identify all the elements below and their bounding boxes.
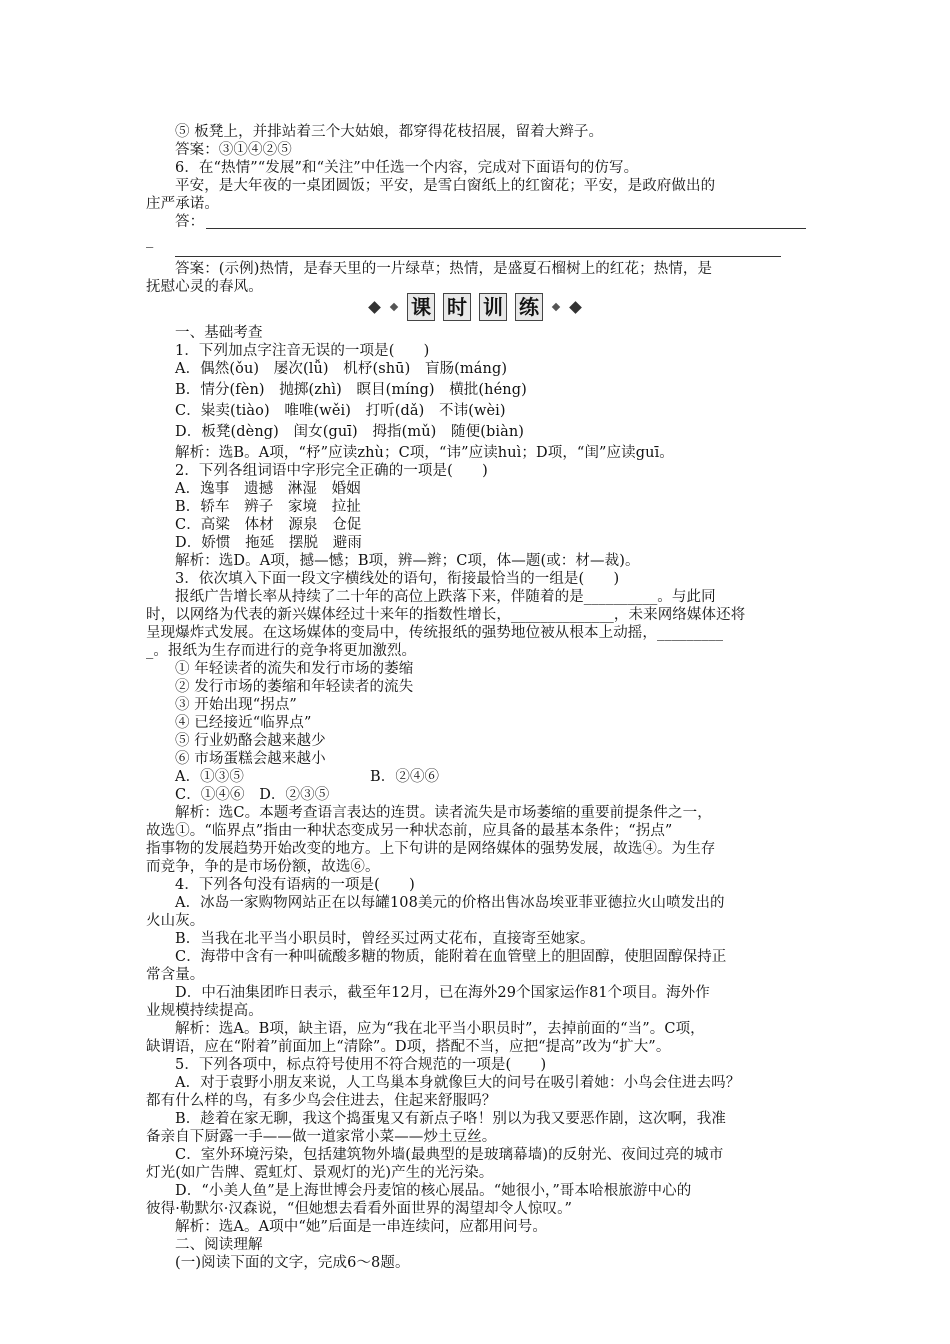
option-line: 彼得·勒默尔·汉森说，“但她想去看看外面世界的渴望却令人惊叹。” <box>146 1201 572 1217</box>
option-line: A．偶然(ǒu) 屡次(lǚ) 机杼(shū) 盲肠(máng) <box>175 361 508 377</box>
diamond-icon <box>390 303 398 311</box>
banner-char: 时 <box>443 293 471 321</box>
answer-label: 答： <box>175 214 205 230</box>
option-line: B．情分(fèn) 抛掷(zhì) 瞑目(míng) 横批(héng) <box>175 382 527 398</box>
section-heading: 一、基础考查 <box>175 325 263 341</box>
banner-char: 训 <box>479 293 507 321</box>
option-line: A．对于袁野小朋友来说，人工鸟巢本身就像巨大的问号在吸引着她：小鸟会住进去吗？ <box>175 1075 741 1091</box>
diamond-icon <box>368 301 381 314</box>
banner-char: 练 <box>515 293 543 321</box>
option-line: D．娇惯 拖延 摆脱 避雨 <box>175 535 362 551</box>
answer-line: 答案：③①④②⑤ <box>175 142 292 158</box>
text-line: 抚慰心灵的春风。 <box>146 279 263 295</box>
choice-item: ③ 开始出现“拐点” <box>175 697 297 713</box>
option-line: C．海带中含有一种叫硫酸多糖的物质，能附着在血管壁上的胆固醇，使胆固醇保持正 <box>175 949 727 965</box>
choice-item: ⑤ 行业奶酪会越来越少 <box>175 733 326 749</box>
option-line: D．中石油集团昨日表示，截至年12月，已在海外29个国家运作81个项目。海外作 <box>175 985 710 1001</box>
explanation-line: 解析：选D。A项，撼—憾；B项，辨—辫；C项，体—题(或：材—裁)。 <box>175 553 640 569</box>
explanation-line: 解析：选B。A项，“杼”应读zhù；C项，“讳”应读huì；D项，“闺”应读guī。 <box>175 445 674 461</box>
option-line: 灯光(如广告牌、霓虹灯、景观灯的光)产生的光污染。 <box>146 1165 494 1181</box>
answer-blank-line <box>206 228 806 229</box>
diamond-icon <box>569 301 582 314</box>
question-2-stem: 2．下列各组词语中字形完全正确的一项是( ) <box>175 463 488 479</box>
text-line: ⑤ 板凳上，并排站着三个大姑娘，都穿得花枝招展，留着大辫子。 <box>175 124 604 140</box>
option-line: 常含量。 <box>146 967 205 983</box>
section-banner <box>0 292 950 322</box>
choice-item: ⑥ 市场蛋糕会越来越小 <box>175 751 326 767</box>
explanation-line: 故选①。“临界点”指由一种状态变成另一种状态前，应具备的最基本条件；“拐点” <box>146 823 673 839</box>
text-line: 庄严承诺。 <box>146 196 219 212</box>
option-line: D．板凳(dèng) 闺女(guī) 拇指(mǔ) 随便(biàn) <box>175 424 525 440</box>
text-line: 平安，是大年夜的一桌团圆饭；平安，是雪白窗纸上的红窗花；平安，是政府做出的 <box>175 178 716 194</box>
question-4-stem: 4．下列各句没有语病的一项是( ) <box>175 877 415 893</box>
option-line: C．室外环境污染，包括建筑物外墙(最典型的是玻璃幕墙)的反射光、夜间过亮的城市 <box>175 1147 724 1163</box>
question-6-stem: 6．在“热情”“发展”和“关注”中任选一个内容，完成对下面语句的仿写。 <box>175 160 639 176</box>
question-5-stem: 5．下列各项中，标点符号使用不符合规范的一项是( ) <box>175 1057 547 1073</box>
option-line: A．①③⑤ <box>175 769 244 785</box>
option-line: 都有什么样的鸟，有多少鸟会住进去，住起来舒服吗？ <box>146 1093 497 1109</box>
option-line: B．轿车 辨子 家境 拉扯 <box>175 499 361 515</box>
answer-line: 答案：(示例)热情，是春天里的一片绿草；热情，是盛夏石榴树上的红花；热情，是 <box>175 261 713 277</box>
explanation-line: 缺谓语，应在“附着”前面加上“清除”。D项，搭配不当，应把“提高”改为“扩大”。 <box>146 1039 671 1055</box>
choice-item: ④ 已经接近“临界点” <box>175 715 312 731</box>
option-line: A．冰岛一家购物网站正在以每罐108美元的价格出售冰岛埃亚菲亚德拉火山喷发出的 <box>175 895 725 911</box>
option-line: 业规模持续提高。 <box>146 1003 263 1019</box>
diamond-icon <box>552 303 560 311</box>
choice-item: ② 发行市场的萎缩和年轻读者的流失 <box>175 679 414 695</box>
blank-underscore: _ <box>146 232 154 248</box>
passage-line: _。报纸为生存而进行的竞争将更加激烈。 <box>146 643 417 659</box>
option-line: 备亲自下厨露一手——做一道家常小菜——炒土豆丝。 <box>146 1129 497 1145</box>
option-line: C．①④⑥ D．②③⑤ <box>175 787 330 803</box>
explanation-line: 解析：选A。A项中“她”后面是一串连续问，应都用问号。 <box>175 1219 547 1235</box>
question-3-stem: 3．依次填入下面一段文字横线处的语句，衔接最恰当的一组是( ) <box>175 571 620 587</box>
passage-line: 呈现爆炸式发展。在这场媒体的变局中，传统报纸的强势地位被从根本上动摇，_________ <box>146 625 724 641</box>
option-line: B．趁着在家无聊，我这个捣蛋鬼又有新点子咯！别以为我又要恶作剧，这次啊，我准 <box>175 1111 726 1127</box>
reading-instruction: (一)阅读下面的文字，完成6～8题。 <box>175 1255 410 1271</box>
option-line: A．逸事 遗撼 淋湿 婚姻 <box>175 481 361 497</box>
option-line: B．当我在北平当小职员时，曾经买过两丈花布，直接寄至她家。 <box>175 931 595 947</box>
explanation-line: 解析：选A。B项，缺主语，应为“我在北平当小职员时”，去掉前面的“当”。C项， <box>175 1021 705 1037</box>
choice-item: ① 年轻读者的流失和发行市场的萎缩 <box>175 661 414 677</box>
option-line: B．②④⑥ <box>370 769 440 785</box>
section-heading: 二、阅读理解 <box>175 1237 263 1253</box>
option-line: 火山灰。 <box>146 913 205 929</box>
explanation-line: 而竞争，争的是市场份额，故选⑥。 <box>146 859 380 875</box>
passage-line: 报纸广告增长率从持续了二十年的高位上跌落下来，伴随着的是__________。与此同 <box>175 589 716 605</box>
option-line: C．粜卖(tiào) 唯唯(wěi) 打听(dǎ) 不讳(wèi) <box>175 403 506 419</box>
passage-line: 时，以网络为代表的新兴媒体经过十来年的指数性增长，______________，未来网络媒体还将 <box>146 607 746 623</box>
explanation-line: 解析：选C。本题考查语言表达的连贯。读者流失是市场萎缩的重要前提条件之一， <box>175 805 712 821</box>
answer-blank-line <box>175 256 781 257</box>
banner-char: 课 <box>407 293 435 321</box>
option-line: D．“小美人鱼”是上海世博会丹麦馆的核心展品。“她很小，”哥本哈根旅游中心的 <box>175 1183 692 1199</box>
question-1-stem: 1．下列加点字注音无误的一项是( ) <box>175 343 430 359</box>
explanation-line: 指事物的发展趋势开始改变的地方。上下句讲的是网络媒体的强势发展，故选④。为生存 <box>146 841 716 857</box>
option-line: C．高粱 体材 源泉 仓促 <box>175 517 362 533</box>
